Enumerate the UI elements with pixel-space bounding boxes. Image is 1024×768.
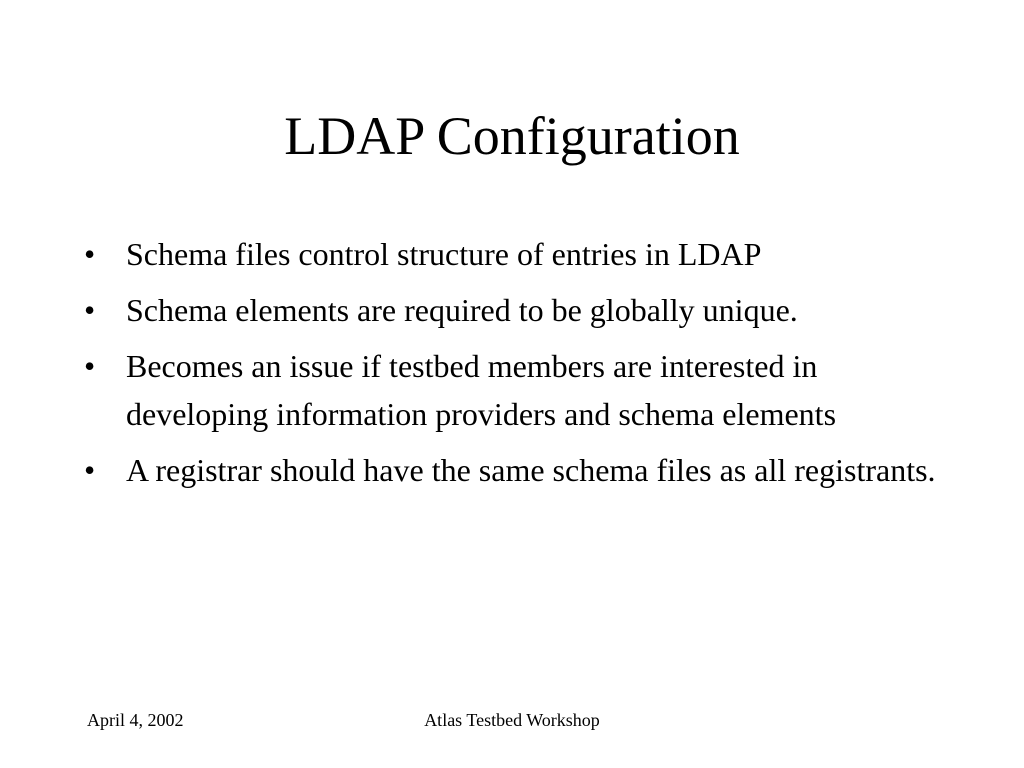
bullet-item (84, 230, 964, 278)
slide-title: LDAP Configuration (284, 106, 740, 166)
bullet-point-icon: • (84, 348, 96, 384)
bullet-text: Schema files control structure of entries in LDAP (126, 236, 762, 272)
footer-event-name: Atlas Testbed Workshop (424, 710, 600, 730)
bullet-item (84, 286, 964, 334)
bullet-text: Schema elements are required to be globally unique. (126, 292, 798, 328)
bullet-text: A registrar should have the same schema files as all registrants. (126, 452, 936, 488)
bullet-text: Becomes an issue if testbed members are interested in developing information providers and schema elements (126, 348, 837, 432)
bullet-item (84, 342, 964, 438)
bullet-point-icon: • (84, 452, 96, 488)
bullet-list (84, 230, 964, 502)
bullet-item (84, 446, 964, 494)
bullet-point-icon: • (84, 236, 96, 272)
bullet-point-icon: • (84, 292, 96, 328)
footer-date: April 4, 2002 (87, 710, 184, 730)
